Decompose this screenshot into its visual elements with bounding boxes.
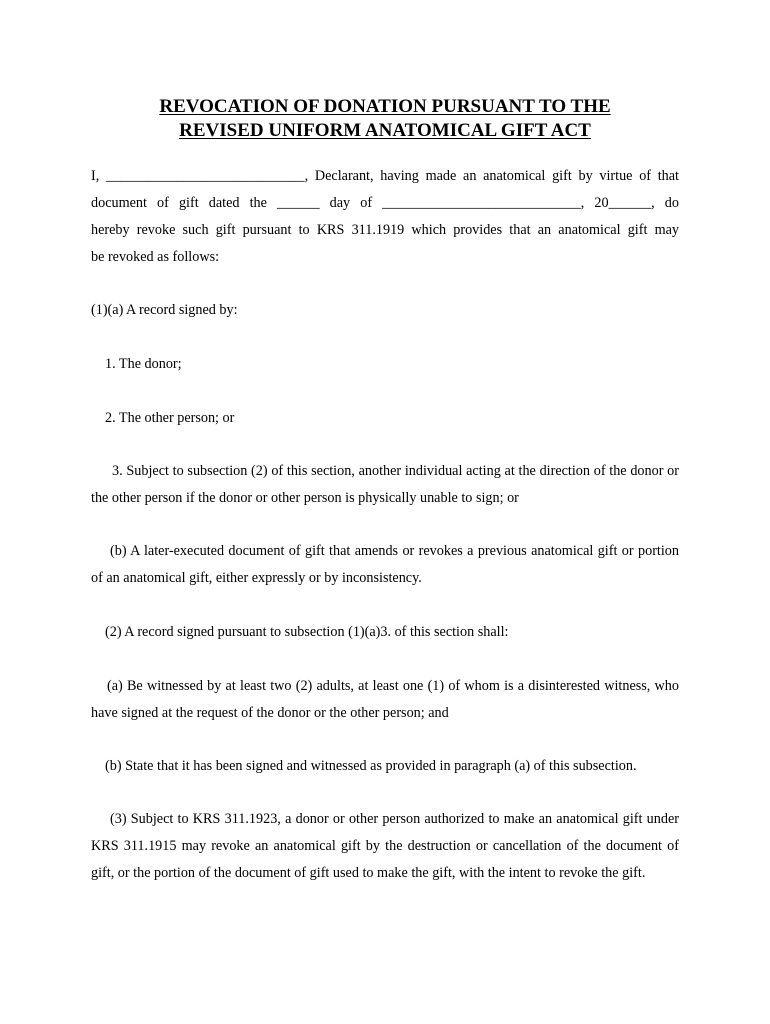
intro-line-1: I, ____________________________, Declarant, having made an anatomical gift by virtue of that (91, 168, 679, 184)
item-1: 1. The donor; (105, 356, 182, 372)
intro-line-3: hereby revoke such gift pursuant to KRS 311.1919 which provides that an anatomical gift may (91, 222, 679, 238)
section-1a: (1)(a) A record signed by: (91, 302, 238, 318)
intro-line-4: be revoked as follows: (91, 249, 220, 265)
item-3: 3. Subject to subsection (2) of this section, another individual acting at the direction of the donor or the other person if the donor or other person is physically unable to sign; or (91, 463, 679, 506)
intro-line-2: document of gift dated the ______ day of ____________________________, 20______, do (91, 195, 679, 211)
item-2: 2. The other person; or (105, 410, 235, 426)
section-2a: (a) Be witnessed by at least two (2) adults, at least one (1) of whom is a disinterested witness, who have signed at the request of the donor or the other person; and (91, 678, 679, 721)
section-2: (2) A record signed pursuant to subsection (1)(a)3. of this section shall: (105, 624, 509, 640)
document-title-line-1: REVOCATION OF DONATION PURSUANT TO THE (159, 96, 611, 117)
section-2b: (b) State that it has been signed and witnessed as provided in paragraph (a) of this subsection. (105, 758, 637, 774)
document-title-line-2: REVISED UNIFORM ANATOMICAL GIFT ACT (179, 120, 591, 141)
intro-paragraph (91, 163, 679, 271)
section-3: (3) Subject to KRS 311.1923, a donor or other person authorized to make an anatomical gift under KRS 311.1915 may revoke an anatomical gift by the destruction or cancellation of the document of gift, or the portion of the document of gift used to make the gift, with the intent to revoke the gift. (91, 811, 679, 881)
section-1b: (b) A later-executed document of gift that amends or revokes a previous anatomical gift or portion of an anatomical gift, either expressly or by inconsistency. (91, 543, 679, 586)
